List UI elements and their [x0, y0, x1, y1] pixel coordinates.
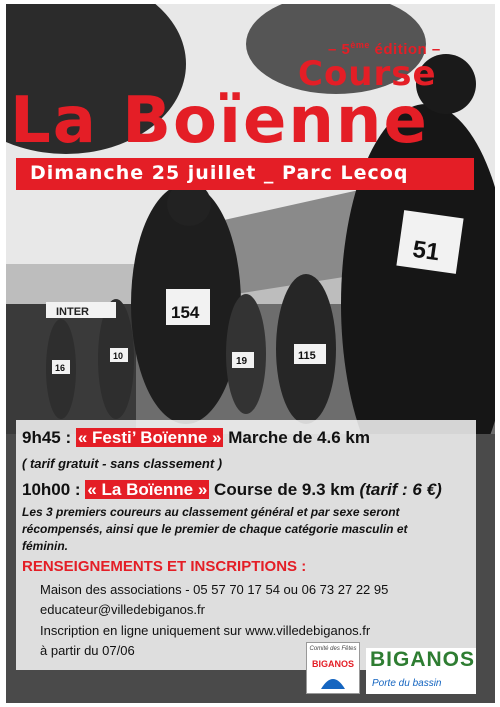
contact-from: à partir du 07/06: [40, 643, 135, 658]
race-price: (tarif : 6 €): [359, 480, 442, 499]
contact-phone: Maison des associations - 05 57 70 17 54 ou 06 73 27 22 95: [40, 582, 389, 597]
bib-number: 10: [113, 351, 124, 361]
city-logo: BIGANOS Porte du bassin: [366, 648, 476, 694]
committee-logo: Comité des Fêtes BIGANOS: [306, 642, 360, 694]
walk-schedule: 9h45 : « Festi’ Boïenne » Marche de 4.6 km: [22, 428, 370, 447]
bib-number: 19: [236, 356, 248, 367]
walk-name: « Festi’ Boïenne »: [77, 428, 222, 447]
walk-note: ( tarif gratuit - sans classement ): [22, 456, 223, 471]
edition-label: – 5ème édition –: [328, 40, 441, 58]
shell-icon: [307, 669, 359, 693]
awards-text: Les 3 premiers coureurs au classement général et par sexe seront récompensés, ainsi que le premier de chaque catégorie masculin et féminin.: [22, 505, 408, 553]
event-title: La Boïenne: [10, 84, 429, 158]
contact-online[interactable]: Inscription en ligne uniquement sur www.villedebiganos.fr: [40, 623, 371, 638]
contact-email[interactable]: educateur@villedebiganos.fr: [40, 602, 205, 617]
event-date: Dimanche 25 juillet _ Parc Lecoq: [30, 162, 409, 184]
bib-number: 115: [298, 350, 316, 362]
svg-text:INTER: INTER: [56, 306, 89, 318]
bib-number: 154: [171, 303, 200, 322]
bib-number: 51: [410, 235, 442, 267]
race-name: « La Boïenne »: [87, 480, 208, 499]
contact-title: RENSEIGNEMENTS ET INSCRIPTIONS :: [22, 558, 307, 575]
bib-number: 16: [55, 363, 66, 373]
course-label: Course: [298, 54, 437, 94]
race-schedule: 10h00 : « La Boïenne » Course de 9.3 km (tarif : 6 €): [22, 480, 442, 499]
